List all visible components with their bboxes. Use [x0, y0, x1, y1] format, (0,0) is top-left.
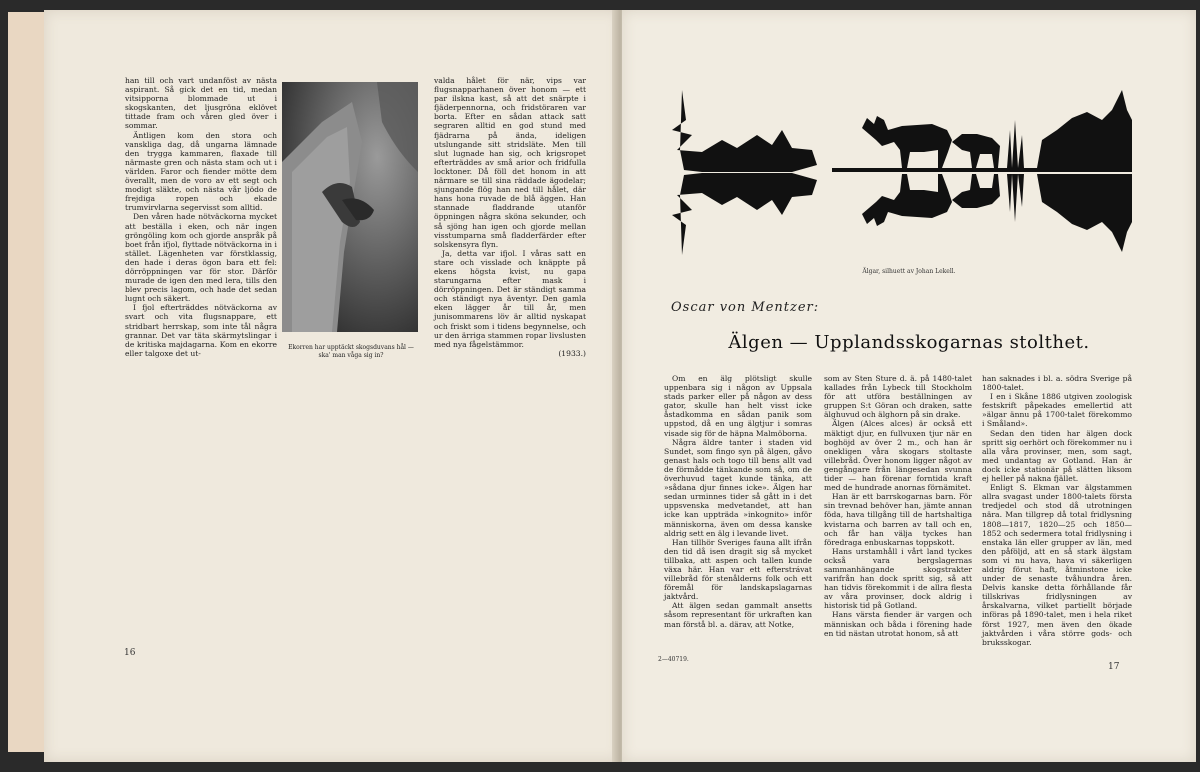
book-spread — [8, 10, 1192, 762]
right-column-2 — [824, 374, 972, 638]
paragraph: han saknades i bl. a. södra Sverige på 1800-talet. — [982, 374, 1132, 393]
paragraph: Hans urstamhåll i vårt land tyckes också vara bergslagernas sammanhängande skogstrakter varifrån han dock spritt sig, så att han tidvis förekommit i de allra flesta av våra provinser, dock aldrig i historisk tid på Gotland. — [824, 546, 972, 611]
printer-mark: 2—40719. — [658, 656, 689, 663]
paragraph: Hans värsta fiender är vargen och människan och båda i förening hade en tid nästan utrotat honom, så att — [824, 610, 972, 638]
paragraph: I en i Skåne 1886 utgiven zoologisk festskrift påpekades emellertid att »älgar ännu på 1700-talet förekommo i Småland». — [982, 392, 1132, 429]
paragraph: Den våren hade nötväckorna mycket att beställa i eken, och när ingen gröngöling kom och gjorde anspråk på boet från ifjol, flyttade nötväckorna in i stället. Lägenheten var förstklassig, den hade i deras ögon bara ett fel: dörröppningen var för stor. Därför murade de igen den med lera, tills den blev precis lagom, och hade det sedan lugnt och säkert. — [125, 212, 277, 304]
right-column-3 — [982, 374, 1132, 647]
paragraph: Om en älg plötsligt skulle uppenbara sig i någon av Uppsala stads parker eller på någon av dess gator, skulle han helt visst icke åstadkomma en sådan panik som uppstod, då en ung älgtjur i somras visade sig för de häpna Malmöborna. — [664, 374, 812, 438]
paragraph: Älgen (Alces alces) är också ett mäktigt djur, en fullvuxen tjur när en boghöjd av över 2 m., och han är onekligen våra skogars stoltaste villebråd. Över honom ligger något av gengångare från längesedan svunna tider — han förenar forntida kraft med de hundrade anornas förnämitet. — [824, 419, 972, 493]
paragraph: som av Sten Sture d. ä. på 1480-talet kallades från Lybeck till Stockholm för att utföra beställningen av gruppen S:t Göran och draken, satte älghuvud och älghorn på sin drake. — [824, 374, 972, 420]
paragraph: Att älgen sedan gammalt ansetts såsom representant för urkraften kan man förstå bl. a. därav, att Notke, — [664, 601, 812, 629]
page-number-right: 17 — [1108, 662, 1120, 672]
paragraph: Han tillhör Sveriges fauna allt ifrån den tid då isen dragit sig så mycket tillbaka, att aspen och tallen kunde växa här. Han var ett efterstrávat villebråd för stenålderns folk och ett föremål för landskapslagarnas jaktvård. — [664, 537, 812, 602]
year-note: (1933.) — [558, 348, 586, 358]
squirrel-photo — [282, 82, 418, 332]
paragraph: valda hålet för när, vips var flugsnapparhanen över honom — ett par ilskna kast, så att det snärpte i fjäderpennorna, och fridstöraren var borta. Efter en sådan attack satt segraren alltid en god stund med fjädrarna på ända, ideligen utslungande sitt stridsläte. Men till slut lugnade han sig, och krigsropet efterträddes av små arior och fridfulla locktoner. Då föll det honom in att närmare se till sina räddade ägodelar; sjungande flög han ned till hålet, där hans hona ruvade de blå äggen. Han stannade fladdrande utanför öppningen några sköna sekunder, och så sjöng han igen och gjorde mellan visstumparna små fladderfärder efter solskensyra flyn. — [434, 76, 586, 249]
paragraph: Enligt S. Ekman var älgstammen allra svagast under 1800-talets första tredjedel och stod då utrotningen nära. Man tillgrep då total fridlysning 1808—1817, 1820—25 och 1850—1852 och sedermera total fridlysning i enstaka län eller grupper av län, med den påföljd, att en så stark älgstam som vi nu hava, hava vi säkerligen aldrig förut haft, åtminstone icke under de senaste tvåhundra åren. Delvis kanske detta förhållande får tillskrivas fridlysningen av årskalvarna, vilket partiellt började införas på 1890-talet, men i hela riket först 1927, men även den ökade jaktvården i våra större gods- och bruksskogar. — [982, 483, 1132, 647]
paragraph: Några äldre tanter i staden vid Sundet, som fingo syn på älgen, gåvo genast hals och togo till bens allt vad de förmådde tänkande som så, om de överhuvud taget kunde tänka, att »sådana djur finnes icke». Älgen har sedan urminnes tider så gått in i det uppsvenska medvetandet, att han icke kan uppträda »inkognito» inför människorna, även om dessa kanske aldrig sett en älg i levande livet. — [664, 437, 812, 538]
paragraph: Ja, detta var ifjol. I våras satt en stare och visslade och knäppte på ekens högsta kvist, nu gapa starungarna efter mask i dörröppningen. Det är ständigt samma och ständigt nya äventyr. Den gamla eken lägger år till år, men junisommarens löv är alltid nyskapat och friskt som i tidens begynnelse, och ur den ärriga stammen ropar livslusten med nya fågelstämmor. — [434, 248, 586, 349]
paragraph: Han är ett barrskogarnas barn. För sin trevnad behöver han, jämte annan föda, hava tillgång till de hartshaltiga kvistarna och barren av tall och en, och får han välja tyckes han föredraga enbuskarnas toppskott. — [824, 492, 972, 547]
left-page — [44, 10, 620, 762]
article-title: Älgen — Upplandsskogarnas stolthet. — [728, 332, 1090, 353]
article-author: Oscar von Mentzer: — [671, 300, 820, 315]
moose-silhouette-illustration — [662, 90, 1132, 255]
left-column-2 — [434, 76, 586, 358]
paragraph: I fjol efterträddes nötväckorna av svart och vita flugsnappare, ett stridbart herrskap, som inte tål några grannar. Det var täta skärmytslingar i de kritiska majdagarna. Kom en ekorre eller talgoxe det ut- — [125, 303, 277, 358]
paragraph: han till och vart undanföst av nästa aspirant. Så gick det en tid, medan vitsipporna blommade ut i skogskanten, det ljusgröna eklövet tittade fram och våren gled över i sommar. — [125, 76, 277, 131]
right-column-1 — [664, 374, 812, 629]
illustration-caption: Älgar, silhuett av Johan Lekell. — [862, 268, 956, 275]
paragraph: Sedan den tiden har älgen dock spritt sig oerhört och förekommer nu i alla våra provinser, men, som sagt, med undantag av Gotland. Han är dock icke stationär på slätten liksom ej heller på nakna fjället. — [982, 428, 1132, 484]
right-page — [622, 10, 1196, 762]
photo-caption: Ekorren har upptäckt skogsduvans hål — ska' man våga sig in? — [288, 344, 414, 359]
left-column-1 — [125, 76, 277, 358]
paragraph: Äntligen kom den stora och vanskliga dag, då ungarna lämnade den trygga kammaren, flaxade till närmaste gren och nästa stam och ut i världen. Faror och fiender mötte dem överallt, men de voro av ett segt och modigt släkte, och nästa vår ljödo de frejdiga ropen och ekade trumvirvlarna segervisst som alltid. — [125, 130, 277, 213]
page-number-left: 16 — [124, 648, 136, 658]
